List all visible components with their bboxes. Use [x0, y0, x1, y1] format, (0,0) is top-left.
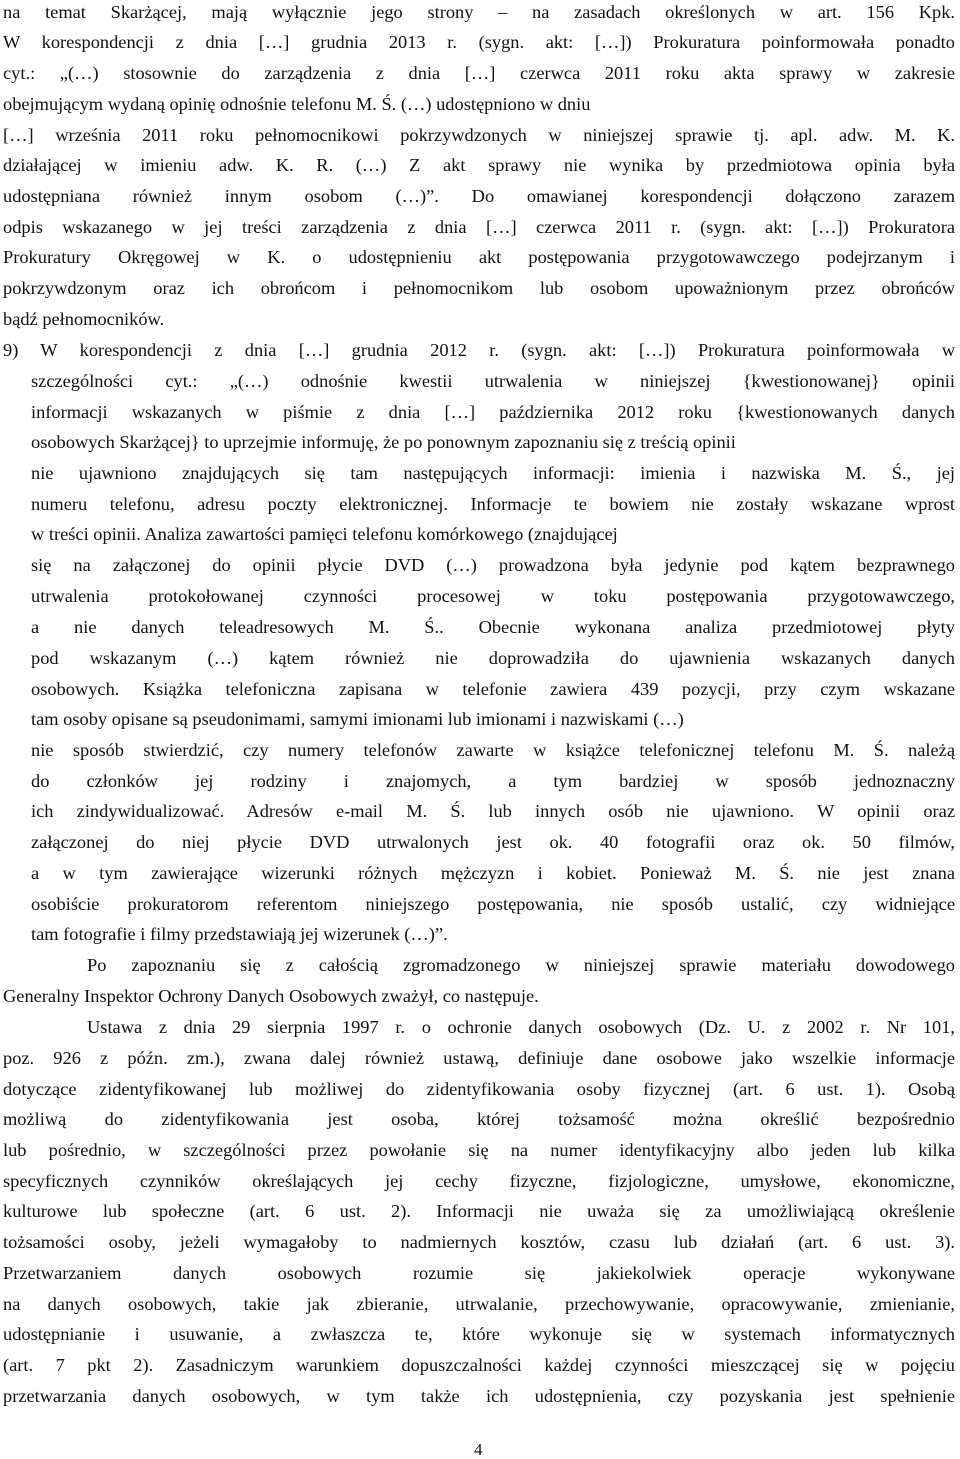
text-line: kulturowe lub społeczne (art. 6 ust. 2). Informacji nie uważa się za umożliwiającą określenie — [3, 1201, 955, 1221]
text-line: W korespondencji z dnia […] grudnia 2013 r. (sygn. akt: […]) Prokuratura poinformowała ponadto — [3, 32, 955, 52]
text-line: dotyczące zidentyfikowanej lub możliwej do zidentyfikowania osoby fizycznej (art. 6 ust. 1). Osobą — [3, 1079, 955, 1099]
text-line: do członków jej rodziny i znajomych, a tym bardziej w sposób jednoznaczny — [31, 771, 955, 791]
text-line: (art. 7 pkt 2). Zasadniczym warunkiem dopuszczalności każdej czynności mieszczącej się w pojęciu — [3, 1355, 955, 1375]
text-line: udostępniana również innym osobom (…)”. Do omawianej korespondencji dołączono zarazem — [3, 186, 955, 206]
text-line: numeru telefonu, adresu poczty elektronicznej. Informacje te bowiem nie zostały wskazane wprost — [31, 494, 955, 514]
text-line: osobowych. Książka telefoniczna zapisana w telefonie zawiera 439 pozycji, przy czym wskazane — [31, 679, 955, 699]
text-line: bądź pełnomocników. — [3, 309, 165, 329]
text-line: cyt.: „(…) stosownie do zarządzenia z dnia […] czerwca 2011 roku akta sprawy w zakresie — [3, 63, 955, 83]
text-line: nie sposób stwierdzić, czy numery telefonów zawarte w książce telefonicznej telefonu M. Ś. należą — [31, 740, 955, 760]
text-line: na danych osobowych, takie jak zbieranie, utrwalanie, przechowywanie, opracowywanie, zmienianie, — [3, 1294, 955, 1314]
text-line: Generalny Inspektor Ochrony Danych Osobowych zważył, co następuje. — [3, 986, 539, 1006]
text-line: pokrzywdzonym oraz ich obrońcom i pełnomocnikom lub osobom upoważnionym przez obrońców — [3, 278, 955, 298]
text-line: Przetwarzaniem danych osobowych rozumie się jakiekolwiek operacje wykonywane — [3, 1263, 955, 1283]
text-line: poz. 926 z późn. zm.), zwana dalej również ustawą, definiuje dane osobowe jako wszelkie informacje — [3, 1048, 955, 1068]
text-line: specyficznych czynników określających jej cechy fizyczne, fizjologiczne, umysłowe, ekonomiczne, — [3, 1171, 955, 1191]
text-line: informacji wskazanych w piśmie z dnia […] października 2012 roku {kwestionowanych danych — [31, 402, 955, 422]
text-line: Prokuratury Okręgowej w K. o udostępnieniu akt postępowania przygotowawczego podejrzanym i — [3, 247, 955, 267]
text-line: pod wskazanym (…) kątem również nie doprowadziła do ujawnienia wskazanych danych — [31, 648, 955, 668]
paragraph-start: Po zapoznaniu się z całością zgromadzonego w niniejszej sprawie materiału dowodowego — [87, 955, 955, 975]
text-line: udostępnianie i usuwanie, a zwłaszcza te, które wykonuje się w systemach informatycznych — [3, 1324, 955, 1344]
text-line: a w tym zawierające wizerunki różnych mężczyzn i kobiet. Ponieważ M. Ś. nie jest znana — [31, 863, 955, 883]
text-line: działającej w imieniu adw. K. R. (…) Z akt sprawy nie wynika by przedmiotowa opinia była — [3, 155, 955, 175]
text-line: przetwarzania danych osobowych, w tym także ich udostępnienia, czy pozyskania jest spełnienie — [3, 1386, 955, 1406]
text-line: ich zindywidualizować. Adresów e-mail M. Ś. lub innych osób nie ujawniono. W opinii oraz — [31, 801, 955, 821]
text-line: możliwą do zidentyfikowania jest osoba, której tożsamość można określić bezpośrednio — [3, 1109, 955, 1129]
text-line: odpis wskazanego w jej treści zarządzenia z dnia […] czerwca 2011 r. (sygn. akt: […]) Prokuratora — [3, 217, 955, 237]
page-number: 4 — [474, 1440, 483, 1459]
text-line: obejmującym wydaną opinię odnośnie telefonu M. Ś. (…) udostępniono w dniu — [3, 94, 591, 114]
text-line: szczególności cyt.: „(…) odnośnie kwestii utrwalenia w niniejszej {kwestionowanej} opinii — [31, 371, 955, 391]
text-line: osobiście prokuratorom referentom niniejszego postępowania, nie sposób ustalić, czy widniejące — [31, 894, 955, 914]
paragraph-start: Ustawa z dnia 29 sierpnia 1997 r. o ochronie danych osobowych (Dz. U. z 2002 r. Nr 101, — [87, 1017, 955, 1037]
text-line: tam osoby opisane są pseudonimami, samymi imionami lub imionami i nazwiskami (…) — [31, 709, 684, 729]
text-line: w treści opinii. Analiza zawartości pamięci telefonu komórkowego (znajdującej — [31, 524, 618, 544]
text-line: tam fotografie i filmy przedstawiają jej wizerunek (…)”. — [31, 924, 448, 944]
text-line: osobowych Skarżącej} to uprzejmie informuję, że po ponownym zapoznaniu się z treścią opinii — [31, 432, 736, 452]
text-line: lub pośrednio, w szczególności przez powołanie się na numer identyfikacyjny albo jeden lub kilka — [3, 1140, 955, 1160]
text-line: a nie danych teleadresowych M. Ś.. Obecnie wykonana analiza przedmiotowej płyty — [31, 617, 955, 637]
text-line: załączonej do niej płycie DVD utrwalonych jest ok. 40 fotografii oraz ok. 50 filmów, — [31, 832, 955, 852]
text-line: […] września 2011 roku pełnomocnikowi pokrzywdzonych w niniejszej sprawie tj. apl. adw. M. K. — [3, 125, 955, 145]
text-line: utrwalenia protokołowanej czynności procesowej w toku postępowania przygotowawczego, — [31, 586, 955, 606]
text-line: nie ujawniono znajdujących się tam następujących informacji: imienia i nazwiska M. Ś., jej — [31, 463, 955, 483]
text-line: tożsamości osoby, jeżeli wymagałoby to nadmiernych kosztów, czasu lub działań (art. 6 ust. 3). — [3, 1232, 955, 1252]
text-line: na temat Skarżącej, mają wyłącznie jego strony – na zasadach określonych w art. 156 Kpk. — [3, 2, 955, 22]
list-item-9: 9) W korespondencji z dnia […] grudnia 2012 r. (sygn. akt: […]) Prokuratura poinformowała w — [3, 340, 955, 360]
text-line: się na załączonej do opinii płycie DVD (…) prowadzona była jedynie pod kątem bezprawnego — [31, 555, 955, 575]
